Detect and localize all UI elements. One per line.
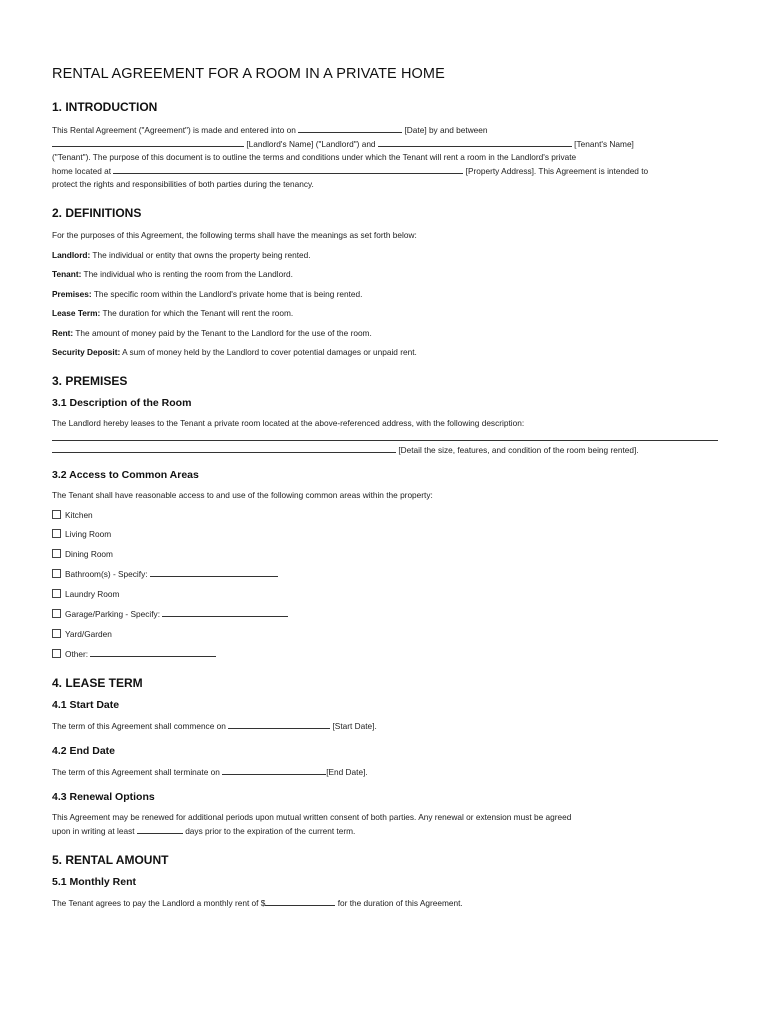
room-description-tail: [Detail the size, features, and condition of the room being rented]. [52,443,718,457]
document-title: RENTAL AGREEMENT FOR A ROOM IN A PRIVATE HOME [52,66,445,82]
intro-text: protect the rights and responsibilities of both parties during the tenancy. [52,179,314,189]
section-heading: 3. PREMISES [52,374,128,388]
start-date-blank[interactable] [228,719,330,729]
room-description-blank[interactable] [52,443,396,453]
other-specify-blank[interactable] [90,647,216,657]
subsection-renewal-options [52,791,718,838]
room-description-blank[interactable] [52,430,718,441]
checkbox-icon[interactable] [52,589,61,598]
section-rental-amount [52,853,718,910]
start-date-text: The term of this Agreement shall commence on [Start Date]. [52,721,377,731]
section-introduction [52,100,718,191]
section-heading: 1. INTRODUCTION [52,100,158,114]
tenant-name-blank[interactable] [378,137,572,147]
end-date-text: The term of this Agreement shall terminate on [End Date]. [52,767,368,777]
subsection-heading: 4.2 End Date [52,745,116,757]
intro-text: [Tenant's Name] [574,139,634,149]
subsection-heading: 5.1 Monthly Rent [52,876,137,888]
checkbox-icon[interactable] [52,510,61,519]
section-lease-term [52,676,718,838]
property-address-blank[interactable] [113,164,463,174]
section-definitions [52,206,718,359]
renewal-days-blank[interactable] [137,824,183,834]
intro-text: ("Tenant"). The purpose of this document is to outline the terms and conditions under which the Tenant will rent a room in the Landlord's private [52,152,577,162]
date-blank[interactable] [298,123,402,133]
section-heading: 5. RENTAL AMOUNT [52,853,169,867]
subsection-heading: 4.3 Renewal Options [52,791,155,803]
section-heading: 4. LEASE TERM [52,676,143,690]
subsection-monthly-rent [52,876,718,910]
checkbox-dining-room[interactable]: Dining Room [52,548,718,561]
definition-item: Tenant: The individual who is renting the room from the Landlord. [52,269,293,279]
checkbox-living-room[interactable]: Living Room [52,528,718,541]
monthly-rent-blank[interactable] [265,896,335,906]
section-premises [52,374,718,661]
subsection-heading: 4.1 Start Date [52,699,120,711]
definitions-lead: For the purposes of this Agreement, the following terms shall have the meanings as set forth below: [52,230,417,240]
section-heading: 2. DEFINITIONS [52,206,142,220]
checkbox-icon[interactable] [52,649,61,658]
subsection-end-date [52,745,718,779]
end-date-blank[interactable] [222,765,326,775]
intro-text: home located at [52,166,112,176]
checkbox-garage-parking[interactable]: Garage/Parking - Specify: [52,607,718,621]
garage-specify-blank[interactable] [162,607,288,617]
definition-item: Rent: The amount of money paid by the Tenant to the Landlord for the use of the room. [52,327,372,338]
subsection-common-areas [52,469,718,661]
subsection-heading: 3.1 Description of the Room [52,397,192,409]
bathroom-specify-blank[interactable] [150,567,278,577]
checkbox-bathroom[interactable]: Bathroom(s) - Specify: [52,567,718,581]
checkbox-icon[interactable] [52,629,61,638]
subsection-room-description [52,397,718,457]
checkbox-kitchen[interactable]: Kitchen [52,509,718,522]
checkbox-icon[interactable] [52,609,61,618]
definition-item: Lease Term: The duration for which the Tenant will rent the room. [52,308,294,318]
checkbox-icon[interactable] [52,549,61,558]
common-areas-text: The Tenant shall have reasonable access to and use of the following common areas within the property: [52,490,433,500]
subsection-start-date [52,699,718,733]
monthly-rent-text: The Tenant agrees to pay the Landlord a monthly rent of $ for the duration of this Agreement. [52,898,463,908]
definition-item: Landlord: The individual or entity that owns the property being rented. [52,249,311,260]
renewal-text: This Agreement may be renewed for additional periods upon mutual written consent of both parties. Any renewal or extension must be agreed upon in writing at least days prior to the expiration of the current term. [52,812,572,836]
intro-text: [Landlord's Name] ("Landlord") and [246,139,376,149]
room-description-text: The Landlord hereby leases to the Tenant a private room located at the above-referenced address, with the following description: [52,418,525,428]
definition-item: Security Deposit: A sum of money held by the Landlord to cover potential damages or unpaid rent. [52,347,417,357]
intro-text: [Property Address]. This Agreement is intended to [465,166,649,176]
definition-item: Premises: The specific room within the Landlord's private home that is being rented. [52,288,363,299]
checkbox-laundry-room[interactable]: Laundry Room [52,588,718,601]
intro-paragraph [52,123,718,191]
intro-text: [Date] by and between [404,125,488,135]
intro-text: This Rental Agreement ("Agreement") is made and entered into on [52,125,296,135]
checkbox-icon[interactable] [52,529,61,538]
checkbox-icon[interactable] [52,569,61,578]
subsection-heading: 3.2 Access to Common Areas [52,469,199,481]
checkbox-other[interactable]: Other: [52,647,718,661]
landlord-name-blank[interactable] [52,137,244,147]
checkbox-yard-garden[interactable]: Yard/Garden [52,628,718,641]
